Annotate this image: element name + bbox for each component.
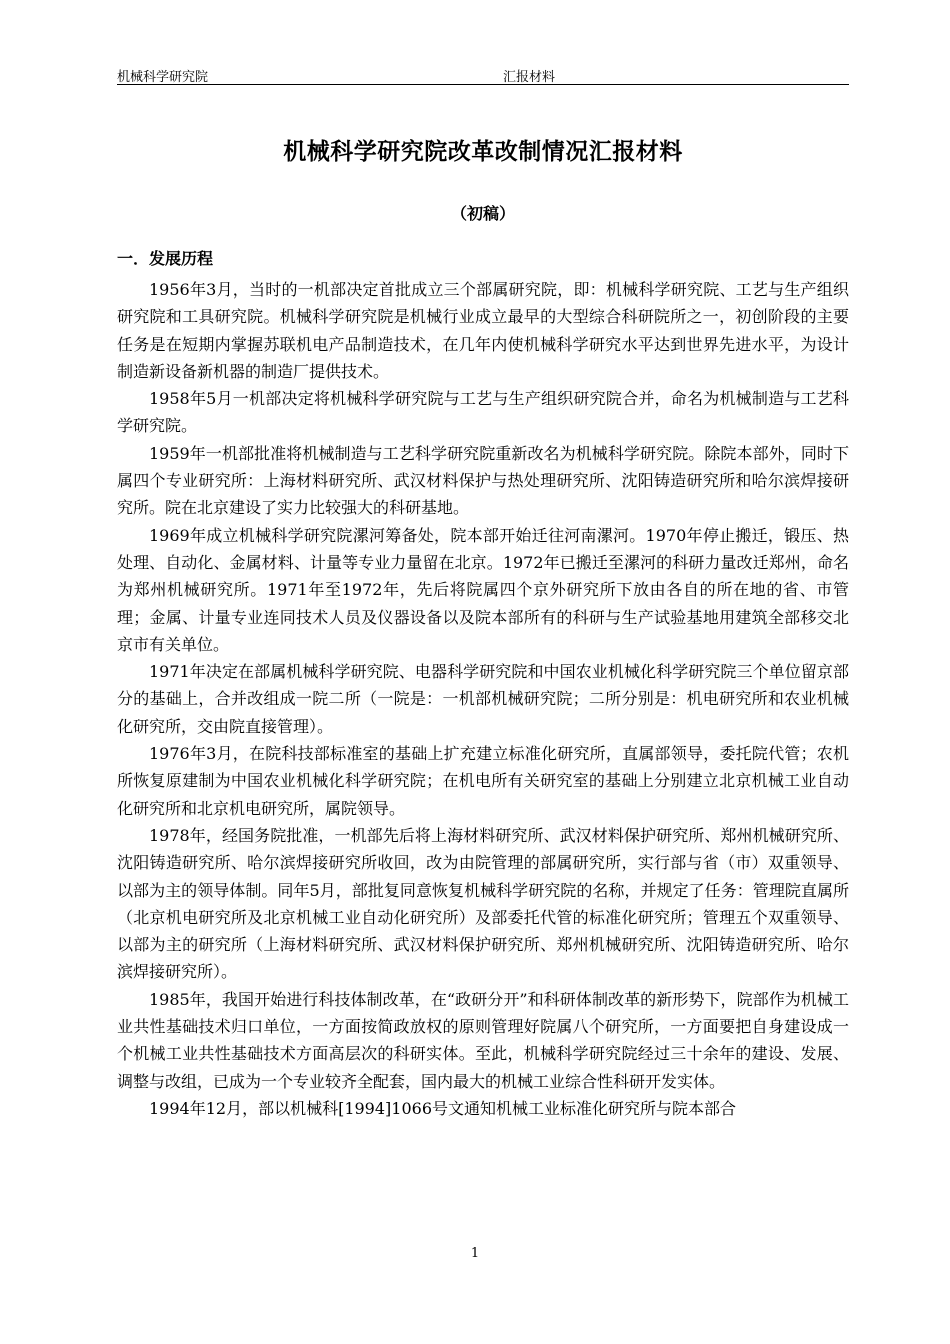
paragraph: 1976年3月，在院科技部标准室的基础上扩充建立标准化研究所，直属部领导，委托院代管；农机所恢复原建制为中国农业机械化科学研究院；在机电所有关研究室的基础上分别建立北京机械工业自动化研究所和北京机电研究所，属院领导。 <box>117 744 849 818</box>
header-doc-type: 汇报材料 <box>503 70 556 85</box>
paragraph: 1971年决定在部属机械科学研究院、电器科学研究院和中国农业机械化科学研究院三个单位留京部分的基础上，合并改组成一院二所（一院是：一机部机械研究院；二所分别是：机电研究所和农业机械化研究所，交由院直接管理）。 <box>117 662 849 736</box>
document-subtitle: （初稿） <box>450 204 515 223</box>
paragraph: 1969年成立机械科学研究院漯河筹备处，院本部开始迁往河南漯河。1970年停止搬迁，锻压、热处理、自动化、金属材料、计量等专业力量留在北京。1972年已搬迁至漯河的科研力量改迁郑州，命名为郑州机械研究所。1971年至1972年，先后将院属四个京外研究所下放由各自的所在地的省、市管理；金属、计量专业连同技术人员及仪器设备以及院本部所有的科研与生产试验基地用建筑全部移交北京市有关单位。 <box>117 525 849 654</box>
paragraph: 1956年3月，当时的一机部决定首批成立三个部属研究院，即：机械科学研究院、工艺与生产组织研究院和工具研究院。机械科学研究院是机械行业成立最早的大型综合科研院所之一，初创阶段的主要任务是在短期内掌握苏联机电产品制造技术，在几年内使机械科学研究水平达到世界先进水平，为设计制造新设备新机器的制造厂提供技术。 <box>117 280 849 381</box>
header-divider <box>117 84 849 85</box>
page-header <box>117 66 849 86</box>
document-title: 机械科学研究院改革改制情况汇报材料 <box>283 139 683 165</box>
section-heading: 一．发展历程 <box>117 249 214 268</box>
section-body <box>117 276 849 1236</box>
paragraph: 1959年一机部批准将机械制造与工艺科学研究院重新改名为机械科学研究院。除院本部外，同时下属四个专业研究所：上海材料研究所、武汉材料保护与热处理研究所、沈阳铸造研究所和哈尔滨焊接研究所。院在北京建设了实力比较强大的科研基地。 <box>117 443 849 518</box>
paragraph: 1978年，经国务院批准，一机部先后将上海材料研究所、武汉材料保护研究所、郑州机械研究所、沈阳铸造研究所、哈尔滨焊接研究所收回，改为由院管理的部属研究所，实行部与省（市）双重领导、以部为主的领导体制。同年5月，部批复同意恢复机械科学研究院的名称，并规定了任务：管理院直属所（北京机电研究所及北京机械工业自动化研究所）及部委托代管的标准化研究所；管理五个双重领导、以部为主的研究所（上海材料研究所、武汉材料保护研究所、郑州机械研究所、沈阳铸造研究所、哈尔滨焊接研究所）。 <box>117 825 849 982</box>
page-number: 1 <box>470 1246 480 1261</box>
paragraph: 1985年，我国开始进行科技体制改革，在“政研分开”和科研体制改革的新形势下，院部作为机械工业共性基础技术归口单位，一方面按简政放权的原则管理好院属八个研究所，一方面要把自身建设成一个机械工业共性基础技术方面高层次的科研实体。至此，机械科学研究院经过三十余年的建设、发展、调整与改组，已成为一个专业较齐全配套，国内最大的机械工业综合性科研开发实体。 <box>117 989 849 1091</box>
paragraph: 1994年12月，部以机械科[1994]1066号文通知机械工业标准化研究所与院本部合 <box>149 1098 737 1118</box>
header-org-name: 机械科学研究院 <box>117 70 209 85</box>
paragraph: 1958年5月一机部决定将机械科学研究院与工艺与生产组织研究院合并，命名为机械制造与工艺科学研究院。 <box>117 389 849 436</box>
